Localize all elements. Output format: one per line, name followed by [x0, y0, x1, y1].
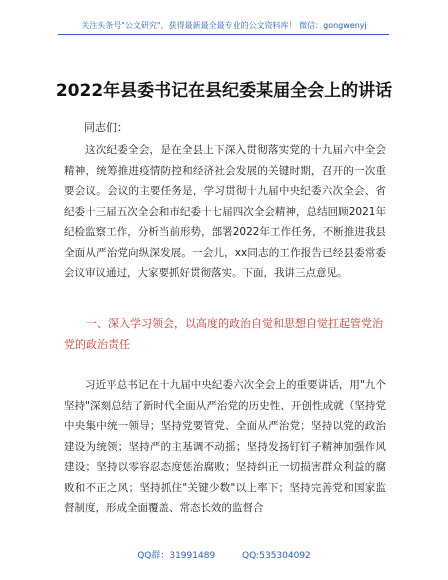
header-divider: [58, 34, 389, 35]
document-title: 2022年县委书记在县纪委某届全会上的讲话: [55, 81, 393, 101]
body-paragraph-2: 习近平总书记在十九届中央纪委六次全会上的重要讲话，用"九个坚持"深刻总结了新时代全面从严治党的历史性、开创性成就（坚持党中央集中统一领导；坚持党要管党、全面从严治党；坚持以党的政治建设为统领；坚持严的主基调不动摇；坚持发扬钉钉子精神加强作风建设；坚持以零容忍态度惩治腐败；坚持纠正一切损害群众利益的腐败和不正之风；坚持抓住"关键少数"以上率下；坚持完善党和国家监督制度，形成全面覆盖、常态长效的监督合: [64, 379, 386, 514]
header-promo-text: 关注头条号"公文研究"，获得最新最全最专业的公文资料库！ 微信：gongwenyj: [81, 21, 367, 30]
section-heading-1: 一、深入学习领会，以高度的政治自觉和思想自觉扛起管党治党的政治责任: [64, 317, 383, 351]
footer-qq-group: QQ群：31991489: [137, 551, 216, 561]
page-header: [0, 0, 448, 31]
greeting: 同志们：: [84, 121, 128, 134]
page-footer: [0, 548, 448, 561]
footer-qq-number: QQ:535304092: [242, 551, 311, 561]
body-paragraph-1: 这次纪委全会，是在全县上下深入贯彻落实党的十九届六中全会精神，统筹推进疫情防控和经济社会发展的关键时期，召开的一次重要会议。会议的主要任务是，学习贯彻十九届中央纪委六次全会、省纪委十三届五次全会和市纪委十七届四次全会精神，总结回顾2021年纪检监察工作，分析当前形势，部署2022年工作任务，不断推进我县全面从严治党向纵深发展。一会儿，xx同志的工作报告已经县委常委会议审议通过，大家要抓好贯彻落实。下面，我讲三点意见。: [64, 144, 386, 279]
